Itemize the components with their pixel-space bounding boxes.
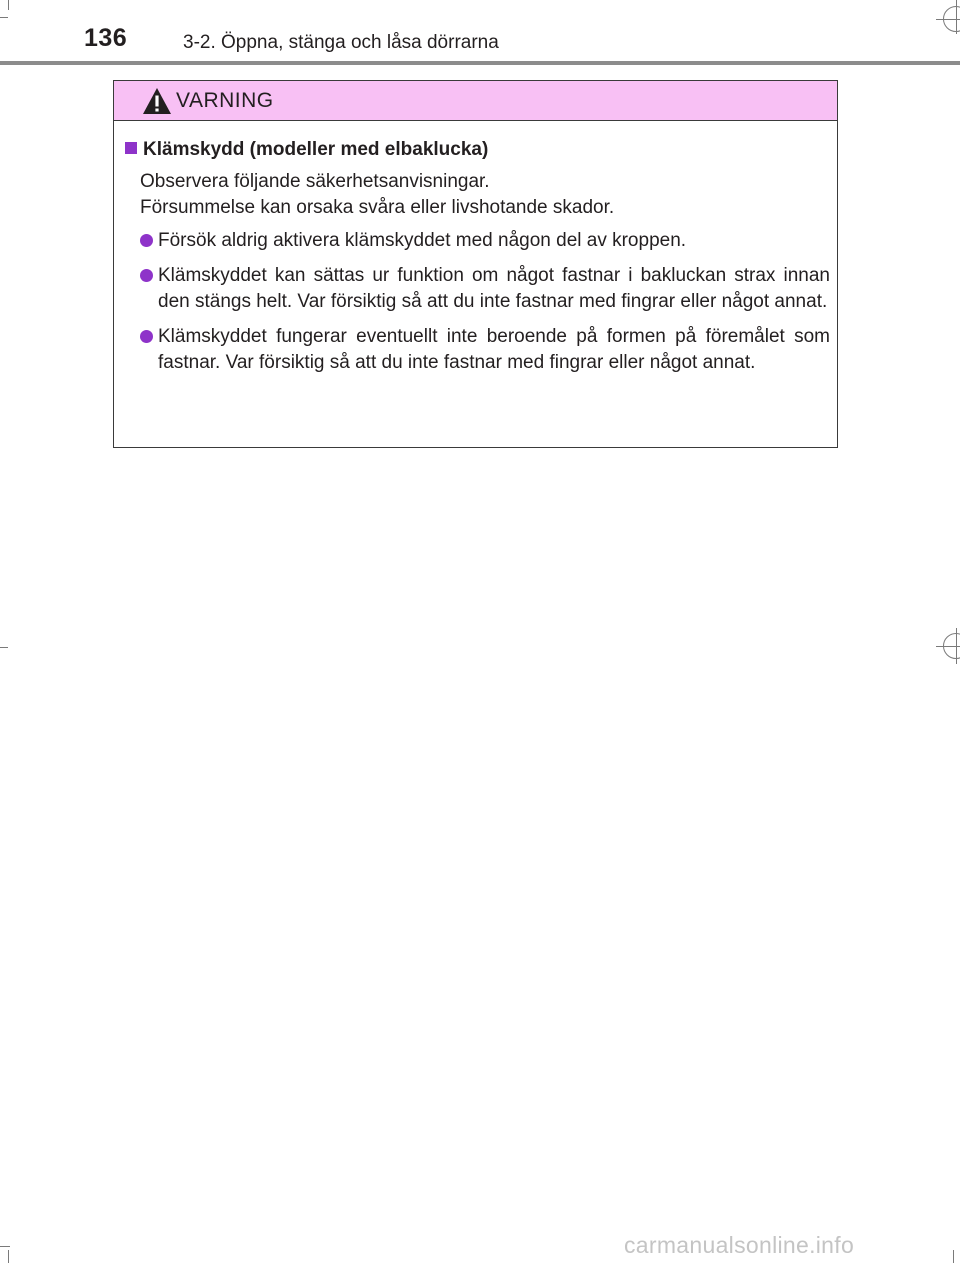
crop-mark-top-left-v <box>8 0 9 10</box>
crop-mark-mid-left <box>0 647 8 648</box>
bullet-text: Klämskyddet fungerar eventuellt inte beroende på formen på föremålet som fastnar. Var försiktig så att du inte fastnar med fingrar eller något annat. <box>158 326 830 373</box>
circle-bullet-icon <box>140 269 153 282</box>
circle-bullet-icon <box>140 234 153 247</box>
list-item <box>140 263 830 315</box>
crop-mark-bottom-right <box>953 1250 954 1263</box>
list-item <box>140 324 830 376</box>
intro-line: Försummelse kan orsaka svåra eller livshotande skador. <box>140 197 615 218</box>
subheading-text: Klämskydd (modeller med elbaklucka) <box>143 139 489 160</box>
warning-title: VARNING <box>176 89 274 112</box>
warning-box <box>113 80 838 448</box>
page-header <box>0 0 960 66</box>
warning-triangle-icon <box>142 87 172 115</box>
crop-mark-top-left <box>0 17 8 18</box>
warning-intro <box>140 169 820 221</box>
square-bullet-icon <box>125 142 137 154</box>
warning-subheading <box>125 139 488 161</box>
registration-cross-top-right-v <box>956 0 957 34</box>
crop-mark-bottom-left-h <box>0 1246 10 1247</box>
circle-bullet-icon <box>140 330 153 343</box>
registration-cross-mid-right-v <box>956 628 957 664</box>
warning-bullet-list <box>140 228 830 385</box>
bullet-text: Klämskyddet kan sättas ur funktion om något fastnar i bakluckan strax innan den stängs helt. Var försiktig så att du inte fastnar med fingrar eller något annat. <box>158 265 830 312</box>
section-title: 3-2. Öppna, stänga och låsa dörrarna <box>183 32 499 53</box>
crop-mark-bottom-left <box>8 1250 9 1263</box>
warning-header <box>114 81 837 121</box>
intro-line: Observera följande säkerhetsanvisningar. <box>140 171 490 192</box>
page-number: 136 <box>84 24 128 52</box>
header-rule <box>0 61 960 65</box>
bullet-text: Försök aldrig aktivera klämskyddet med någon del av kroppen. <box>158 230 687 251</box>
watermark: carmanualsonline.info <box>624 1232 855 1258</box>
list-item <box>140 228 830 254</box>
